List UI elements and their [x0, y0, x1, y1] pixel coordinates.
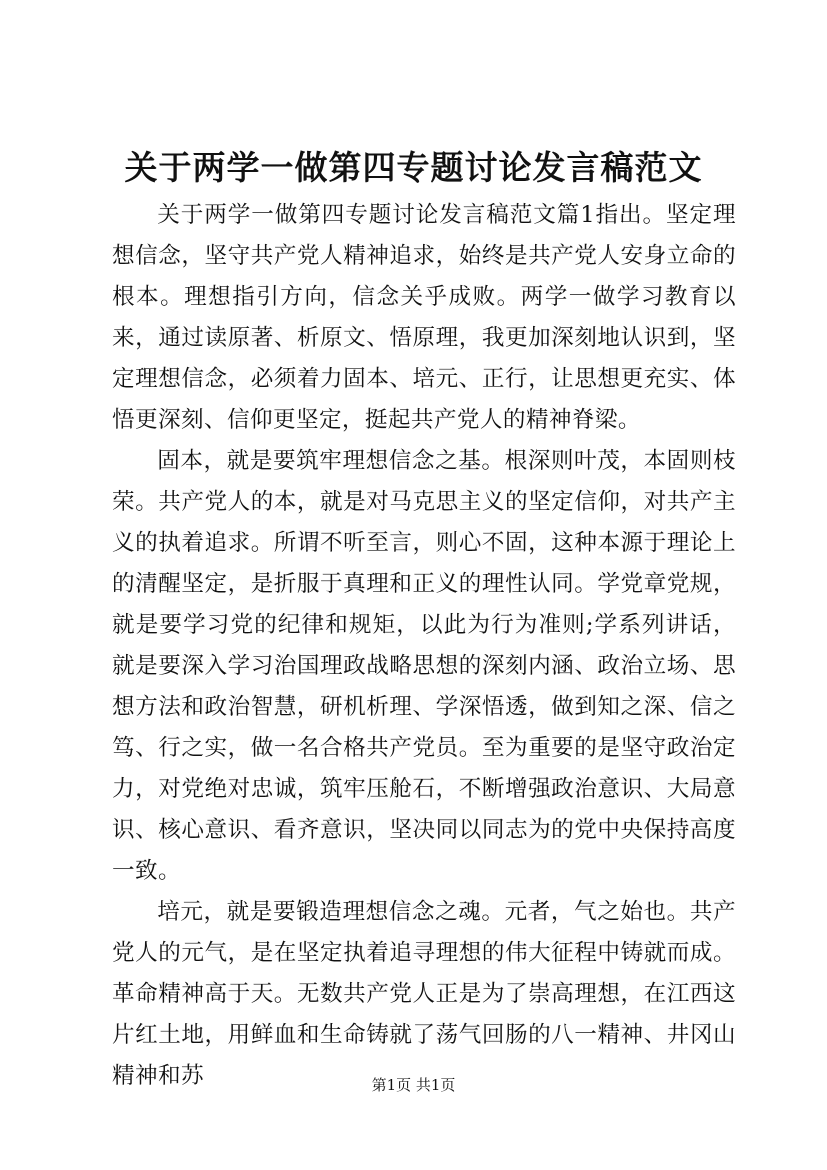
paragraph-3: 培元，就是要锻造理想信念之魂。元者，气之始也。共产党人的元气，是在坚定执着追寻理想的伟大征程中铸就而成。革命精神高于天。无数共产党人正是为了崇高理想，在江西这片红土地，用鲜血和生命铸就了荡气回肠的八一精神、井冈山精神和苏	[112, 899, 736, 1089]
document-body	[112, 195, 736, 1097]
paragraph-2: 固本，就是要筑牢理想信念之基。根深则叶茂，本固则枝荣。共产党人的本，就是对马克思主义的坚定信仰，对共产主义的执着追求。所谓不听至言，则心不固，这种本源于理论上的清醒坚定，是折服于真理和正义的理性认同。学党章党规，就是要学习党的纪律和规矩，以此为行为准则;学系列讲话，就是要深入学习治国理政战略思想的深刻内涵、政治立场、思想方法和政治智慧，研机析理、学深悟透，做到知之深、信之笃、行之实，做一名合格共产党员。至为重要的是坚守政治定力，对党绝对忠诚，筑牢压舱石，不断增强政治意识、大局意识、核心意识、看齐意识，坚决同以同志为的党中央保持高度一致。	[112, 448, 736, 884]
paragraph-1: 关于两学一做第四专题讨论发言稿范文篇1指出。坚定理想信念，坚守共产党人精神追求，始终是共产党人安身立命的根本。理想指引方向，信念关乎成败。两学一做学习教育以来，通过读原著、析原文、悟原理，我更加深刻地认识到，坚定理想信念，必须着力固本、培元、正行，让思想更充实、体悟更深刻、信仰更坚定，挺起共产党人的精神脊梁。	[112, 202, 736, 433]
page-footer: 第1页 共1页	[371, 1076, 456, 1094]
document-title: 关于两学一做第四专题讨论发言稿范文	[124, 148, 703, 187]
